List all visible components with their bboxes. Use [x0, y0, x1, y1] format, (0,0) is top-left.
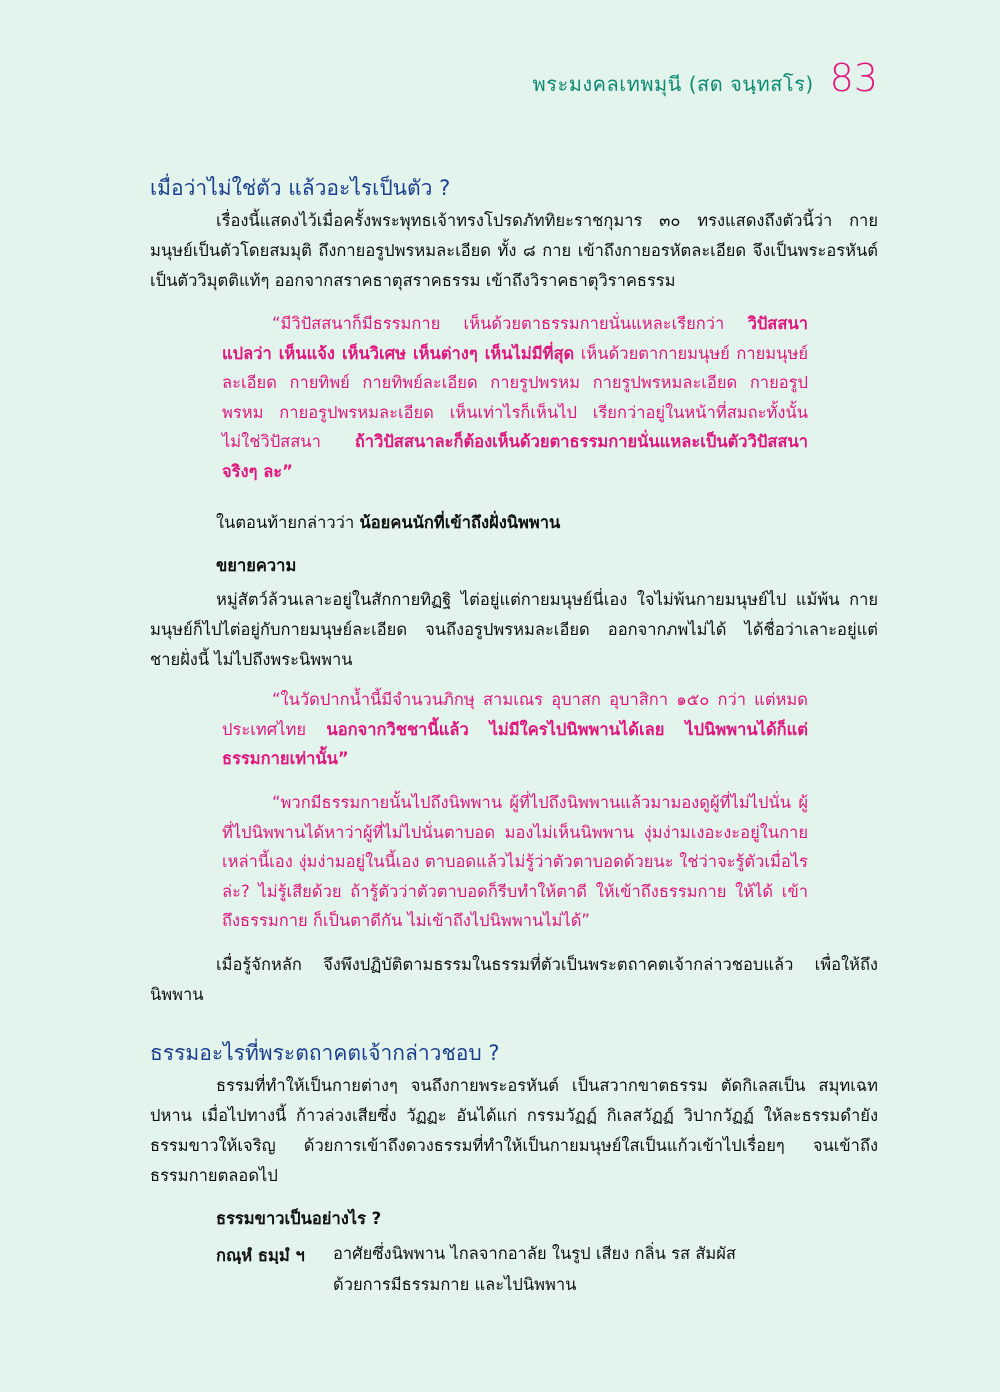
- definition: [333, 1238, 736, 1300]
- section-title-1: เมื่อว่าไม่ใช่ตัว แล้วอะไรเป็นตัว ?: [150, 176, 451, 200]
- expand-paragraph: [150, 585, 878, 675]
- ending-line: [216, 510, 560, 536]
- ending-bold: น้อยคนนักที่เข้าถึงฝั่งนิพพาน: [359, 513, 561, 532]
- quote-blind: [222, 788, 808, 936]
- quote1-bold-1: วิปัสสนา แปลว่า เห็นแจ้ง เห็นวิเศษ เห็นต่างๆ เห็นไม่มีที่สุด: [222, 314, 808, 363]
- section2-paragraph: [150, 1071, 878, 1191]
- quote2-bold: นอกจากวิชชานี้แล้ว ไม่มีใครไปนิพพานได้เลย ไปนิพพานได้ก็แต่ธรรมกายเท่านั้น”: [222, 719, 808, 768]
- running-header: [533, 56, 878, 100]
- white-dhamma-heading: ธรรมขาวเป็นอย่างไร ?: [216, 1209, 382, 1228]
- quote2-text: “ในวัดปากน้ำนี้มีจำนวนภิกษุ สามเณร อุบาสก อุบาสิกา ๑๕๐ กว่า แต่หมดประเทศไทย: [222, 690, 808, 739]
- expand-text: หมู่สัตว์ล้วนเลาะอยู่ในสักกายทิฏฐิ ไต่อยู่แต่กายมนุษย์นี่เอง ใจไม่พ้นกายมนุษย์ไป แม้พ้น กายมนุษย์ก็ไปไต่อยู่กับกายมนุษย์ละเอียด จนถึงอรูปพรหมละเอียด ออกจากภพไม่ได้ ได้ชื่อว่าเลาะอยู่แต่ชายฝั่งนี้ ไม่ไปถึงพระนิพพาน: [150, 590, 878, 669]
- definition-line-2: ด้วยการมีธรรมกาย และไปนิพพาน: [333, 1275, 577, 1294]
- closing-paragraph: [150, 950, 878, 1010]
- quote1-text-2: เห็นด้วยตากายมนุษย์ กายมนุษย์ละเอียด กายทิพย์ กายทิพย์ละเอียด กายรูปพรหม กายรูปพรหมละเอียด กายอรูปพรหม กายอรูปพรหมละเอียด เห็นเท่าไรก็เห็นไป เรียกว่าอยู่ในหน้าที่สมถะทั้งนั้น ไม่ใช่วิปัสสนา: [222, 343, 808, 451]
- page-number: 83: [829, 56, 878, 100]
- intro-text: เรื่องนี้แสดงไว้เมื่อครั้งพระพุทธเจ้าทรงโปรดภัททิยะราชกุมาร ๓๐ ทรงแสดงถึงตัวนี้ว่า กายมนุษย์เป็นตัวโดยสมมุติ ถึงกายอรูปพรหมละเอียด ทั้ง ๘ กาย เข้าถึงกายอรหัตละเอียด จึงเป็นพระอรหันต์ เป็นตัววิมุตติแท้ๆ ออกจากสราคธาตุสราคธรรม เข้าถึงวิราคธาตุวิราคธรรม: [150, 211, 878, 290]
- quote1-bold-2: ถ้าวิปัสสนาละก็ต้องเห็นด้วยตาธรรมกายนั่นแหละเป็นตัววิปัสสนาจริงๆ ละ”: [222, 432, 808, 481]
- quote1-text-1: “มีวิปัสสนาก็มีธรรมกาย เห็นด้วยตาธรรมกายนั่นแหละเรียกว่า: [272, 314, 748, 333]
- section2-text: ธรรมที่ทำให้เป็นกายต่างๆ จนถึงกายพระอรหันต์ เป็นสวากขาตธรรม ตัดกิเลสเป็น สมุทเฉทปหาน เมื่อไปทางนี้ ก้าวล่วงเสียซึ่ง วัฏฏะ อันได้แก่ กรรมวัฏฏ์ กิเลสวัฏฏ์ วิปากวัฏฏ์ ให้ละธรรมดำยังธรรมขาวให้เจริญ ด้วยการเข้าถึงดวงธรรมที่ทำให้เป็นกายมนุษย์ใสเป็นแก้วเข้าไปเรื่อยๆ จนเข้าถึงธรรมกายตลอดไป: [150, 1076, 878, 1185]
- quote3-text: “พวกมีธรรมกายนั้นไปถึงนิพพาน ผู้ที่ไปถึงนิพพานแล้วมามองดูผู้ที่ไม่ไปนั่น ผู้ที่ไปนิพพานได้หาว่าผู้ที่ไม่ไปนั่นตาบอด มองไม่เห็นนิพพาน งุ่มง่ามเงอะงะอยู่ในกายเหล่านี้เอง งุ่มง่ามอยู่ในนี้เอง ตาบอดแล้วไม่รู้ว่าตัวตาบอดด้วยนะ ใช่ว่าจะรู้ตัวเมื่อไรล่ะ? ไม่รู้เสียด้วย ถ้ารู้ตัวว่าตัวตาบอดก็รีบทำให้ตาดี ให้เข้าถึงธรรมกาย ให้ได้ เข้าถึงธรรมกาย ก็เป็นตาดีกัน ไม่เข้าถึงไปนิพพานไม่ได้”: [222, 793, 808, 930]
- intro-paragraph: [150, 206, 878, 296]
- quote-paknam: [222, 685, 808, 774]
- ending-prefix: ในตอนท้ายกล่าวว่า: [216, 513, 360, 532]
- pali-term: กณฺหํ ธมฺมํ ฯ: [216, 1246, 305, 1265]
- closing-text: เมื่อรู้จักหลัก จึงพึงปฏิบัติตามธรรมในธรรมที่ตัวเป็นพระตถาคตเจ้ากล่าวชอบแล้ว เพื่อให้ถึงนิพพาน: [150, 955, 878, 1004]
- expand-heading: ขยายความ: [216, 556, 297, 575]
- definition-line-1: อาศัยซึ่งนิพพาน ไกลจากอาลัย ในรูป เสียง กลิ่น รส สัมผัส: [333, 1244, 737, 1263]
- book-title: พระมงคลเทพมุนี (สด จนฺทสโร): [532, 72, 814, 96]
- quote-vipassana: [222, 309, 808, 486]
- section-title-2: ธรรมอะไรที่พระตถาคตเจ้ากล่าวชอบ ?: [150, 1041, 500, 1065]
